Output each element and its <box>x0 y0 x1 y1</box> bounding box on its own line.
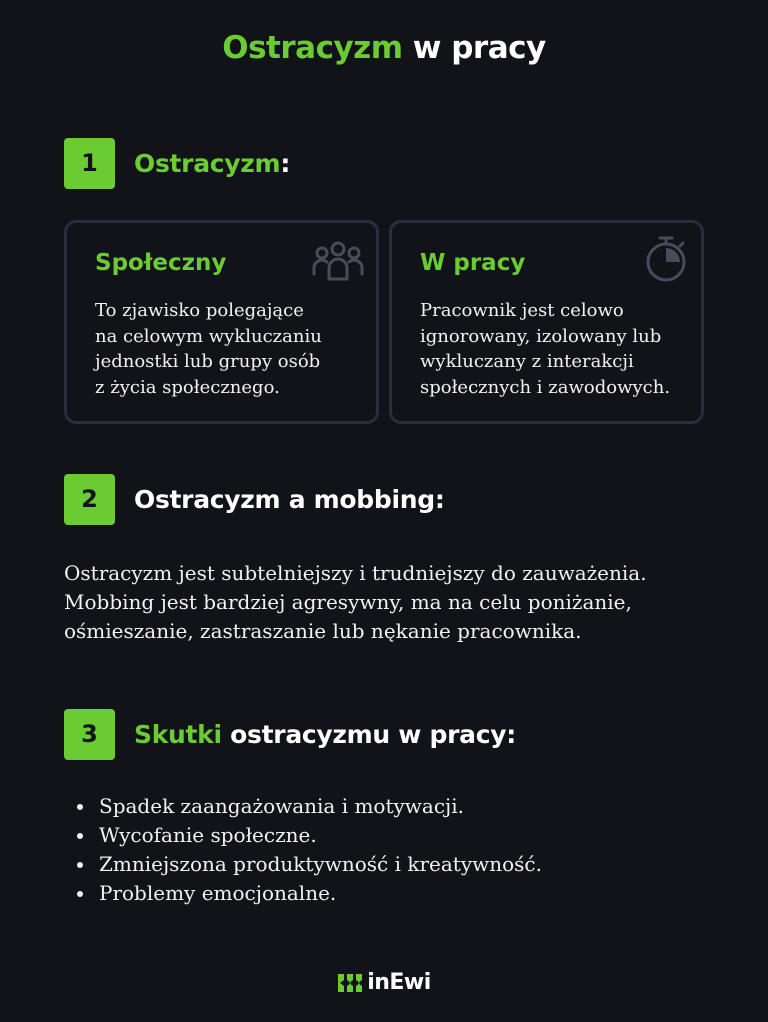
logo-mark-icon <box>337 971 363 995</box>
section-3-title <box>134 720 516 749</box>
section-3-title-highlight: Skutki <box>134 719 222 749</box>
section-2-header <box>64 473 445 525</box>
card-w-pracy-title: W pracy <box>420 250 526 276</box>
card-w-pracy-text <box>420 298 670 400</box>
section-2-title: Ostracyzm a mobbing: <box>134 484 445 514</box>
list-item: Wycofanie społeczne. <box>77 821 542 850</box>
page-title <box>0 30 768 66</box>
paragraph-line: ośmieszanie, zastraszanie lub nękanie pracownika. <box>64 619 582 643</box>
card-text-line: To zjawisko polegające <box>95 300 304 321</box>
card-text-line: na celowym wykluczaniu <box>95 325 322 347</box>
logo-text: inEwi <box>367 970 431 995</box>
section-3-header <box>64 708 516 760</box>
section-2-paragraph <box>64 559 724 646</box>
page-title-rest: w pracy <box>402 30 546 66</box>
card-spoleczny <box>64 220 379 424</box>
paragraph-line: Mobbing jest bardziej agresywny, ma na celu poniżanie, <box>64 590 632 614</box>
people-group-icon <box>311 238 365 282</box>
card-w-pracy <box>389 220 704 424</box>
card-text-line: jednostki lub grupy osób <box>95 351 321 372</box>
card-text-line: ignorowany, izolowany lub <box>420 325 662 347</box>
brand-logo <box>0 970 768 995</box>
section-1-title <box>134 149 290 178</box>
section-3-title-rest: ostracyzmu w pracy: <box>221 719 516 749</box>
card-spoleczny-title: Społeczny <box>95 250 227 276</box>
section-1-title-highlight: Ostracyzm <box>134 148 281 178</box>
section-3-number-badge: 3 <box>64 709 115 760</box>
section-1-title-rest: : <box>280 148 291 178</box>
section-1-header <box>64 137 290 189</box>
paragraph-line: Ostracyzm jest subtelniejszy i trudniejszy do zauważenia. <box>64 561 647 585</box>
card-text-line: wykluczany z interakcji <box>420 351 634 372</box>
list-item: Zmniejszona produktywność i kreatywność. <box>77 850 542 879</box>
stopwatch-icon <box>644 235 688 283</box>
card-text-line: Pracownik jest celowo <box>420 300 624 321</box>
card-spoleczny-text <box>95 298 322 400</box>
card-text-line: społecznych i zawodowych. <box>420 376 671 398</box>
section-2-number-badge: 2 <box>64 474 115 525</box>
list-item: Problemy emocjonalne. <box>77 879 542 908</box>
page-title-highlight: Ostracyzm <box>222 30 403 66</box>
card-text-line: z życia społecznego. <box>95 376 280 398</box>
section-1-number-badge: 1 <box>64 138 115 189</box>
effects-list <box>77 792 542 908</box>
list-item: Spadek zaangażowania i motywacji. <box>77 792 542 821</box>
